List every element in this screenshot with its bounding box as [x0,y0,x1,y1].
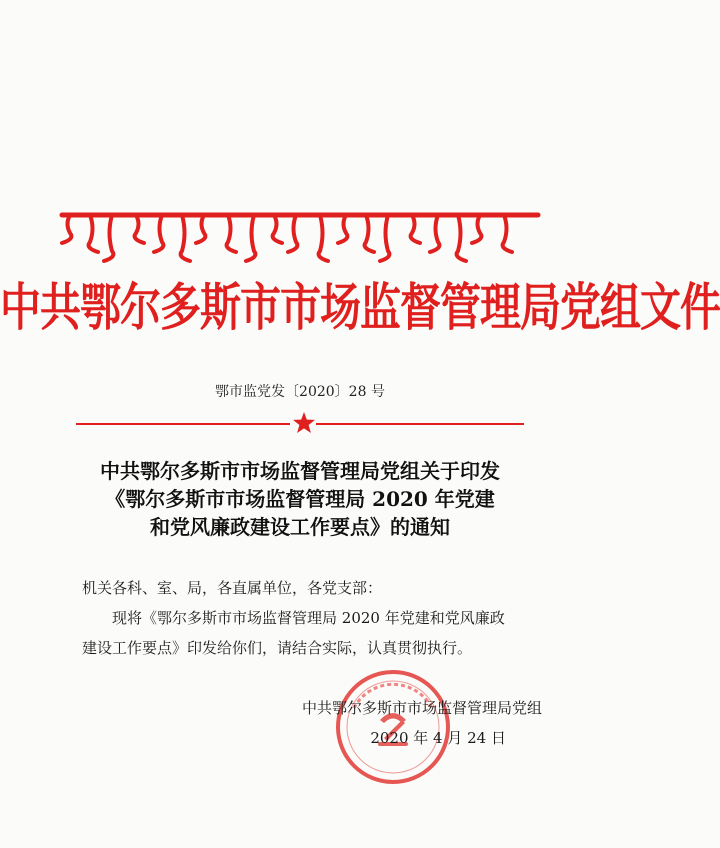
notice-body [82,573,542,663]
signature-org: 中共鄂尔多斯市市场监督管理局党组 [301,699,542,717]
notice-title [60,457,540,541]
mongolian-script-line [60,203,540,259]
red-divider-right [316,423,524,425]
title-line-3: 和党风廉政建设工作要点》的通知 [150,515,450,539]
document-number: 鄂市监党发〔2020〕28 号 [215,384,385,400]
salutation: 机关各科、室、局，各直属单位，各党支部： [82,579,383,597]
red-divider-left [76,423,290,425]
signature-date: 2020 年 4 月 24 日 [370,729,506,747]
red-star-icon [292,411,316,435]
title-line-2: 《鄂尔多斯市市场监督管理局 2020 年党建 [105,487,495,511]
masthead-title: 中共鄂尔多斯市市场监督管理局党组文件 [0,277,720,338]
signature-block [272,693,542,753]
title-line-1: 中共鄂尔多斯市市场监督管理局党组关于印发 [100,459,500,483]
body-line-1: 现将《鄂尔多斯市市场监督管理局 2020 年党建和党风廉政 [112,609,505,627]
body-line-2: 建设工作要点》印发给你们，请结合实际，认真贯彻执行。 [82,639,473,657]
